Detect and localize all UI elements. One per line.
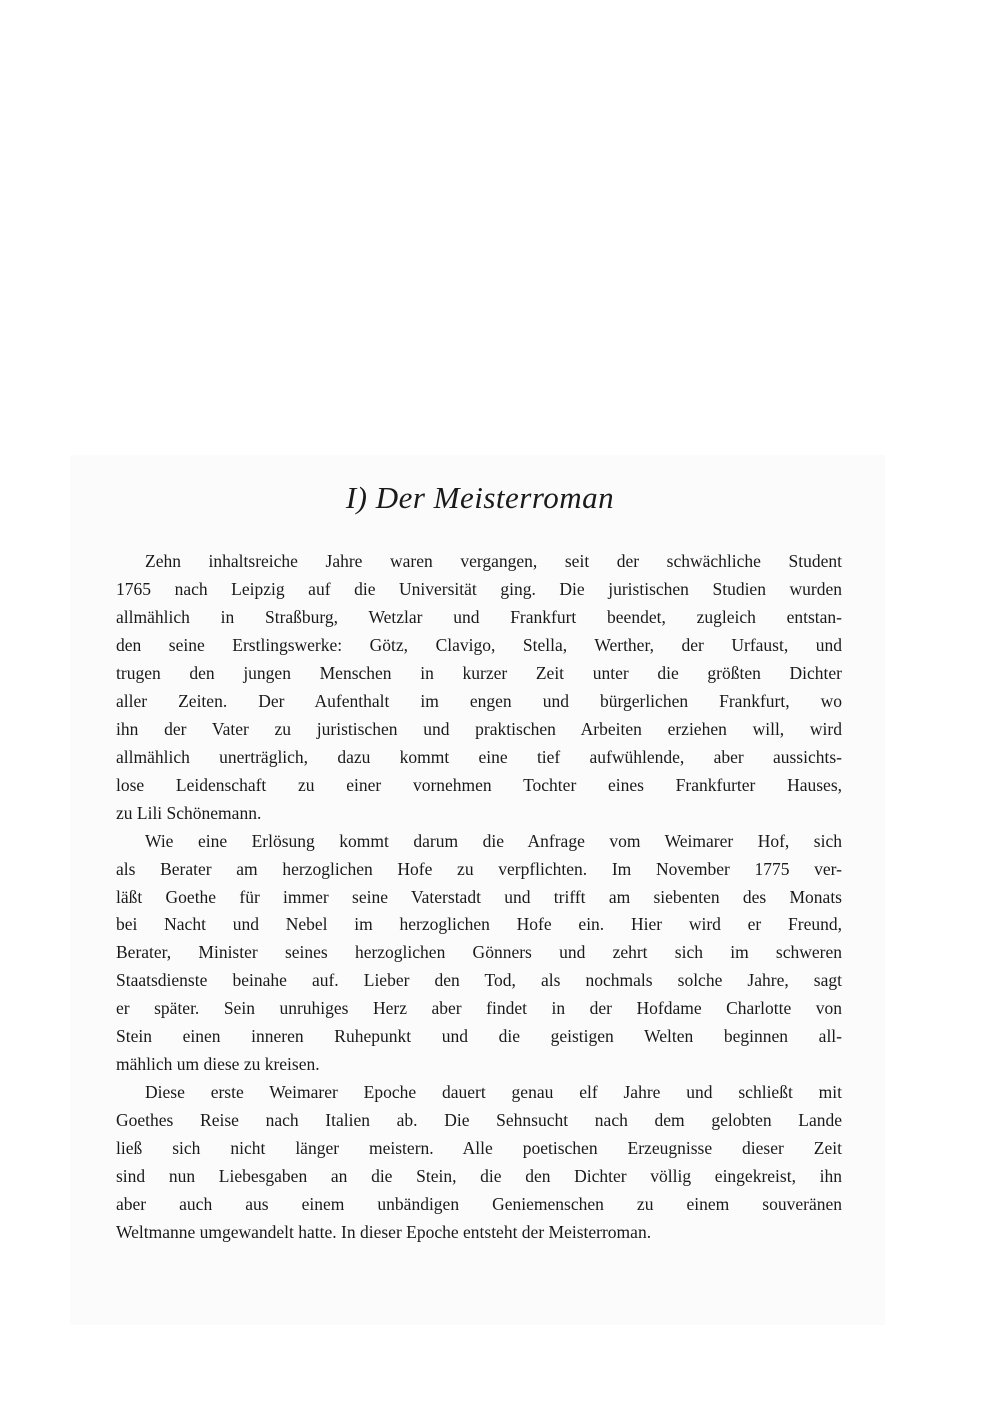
paragraph-2-line: Stein einen inneren Ruhepunkt und die geistigen Welten beginnen all- bbox=[116, 1026, 842, 1047]
paragraph-1-line: allmählich in Straßburg, Wetzlar und Frankfurt beendet, zugleich entstan- bbox=[116, 606, 842, 627]
paragraph-2-line: Berater, Minister seines herzoglichen Gönners und zehrt sich im schweren bbox=[116, 942, 842, 963]
paragraph-3-line: sind nun Liebesgaben an die Stein, die den Dichter völlig eingekreist, ihn bbox=[116, 1166, 842, 1187]
paragraph-1-line: allmählich unerträglich, dazu kommt eine tief aufwühlende, aber aussichts- bbox=[116, 746, 842, 767]
chapter-title: I) Der Meisterroman bbox=[345, 480, 615, 515]
paragraph-1-line: den seine Erstlingswerke: Götz, Clavigo, Stella, Werther, der Urfaust, und bbox=[116, 634, 842, 655]
paragraph-1-line: 1765 nach Leipzig auf die Universität ging. Die juristischen Studien wurden bbox=[116, 578, 842, 599]
paragraph-2-line: Wie eine Erlösung kommt darum die Anfrage vom Weimarer Hof, sich bbox=[145, 830, 842, 851]
paragraph-1-line: lose Leidenschaft zu einer vornehmen Tochter eines Frankfurter Hauses, bbox=[116, 774, 842, 795]
paragraph-3-line: ließ sich nicht länger meistern. Alle poetischen Erzeugnisse dieser Zeit bbox=[116, 1138, 842, 1159]
paragraph-1-line: ihn der Vater zu juristischen und praktischen Arbeiten erziehen will, wird bbox=[116, 718, 842, 739]
paragraph-2-line: bei Nacht und Nebel im herzoglichen Hofe ein. Hier wird er Freund, bbox=[116, 914, 842, 935]
paragraph-1-line: aller Zeiten. Der Aufenthalt im engen und bürgerlichen Frankfurt, wo bbox=[116, 690, 842, 711]
paragraph-1-line: trugen den jungen Menschen in kurzer Zeit unter die größten Dichter bbox=[116, 662, 842, 683]
paragraph-2-line: mählich um diese zu kreisen. bbox=[116, 1054, 320, 1075]
paragraph-2-line: läßt Goethe für immer seine Vaterstadt und trifft am siebenten des Monats bbox=[116, 886, 842, 907]
paragraph-1-line: zu Lili Schönemann. bbox=[116, 802, 262, 823]
paragraph-3-line: Goethes Reise nach Italien ab. Die Sehnsucht nach dem gelobten Lande bbox=[116, 1110, 842, 1131]
paragraph-3-line: Weltmanne umgewandelt hatte. In dieser Epoche entsteht der Meisterroman. bbox=[116, 1222, 652, 1243]
paragraph-3-line: Diese erste Weimarer Epoche dauert genau elf Jahre und schließt mit bbox=[145, 1082, 842, 1103]
paragraph-2-line: er später. Sein unruhiges Herz aber findet in der Hofdame Charlotte von bbox=[116, 998, 842, 1019]
paragraph-2-line: als Berater am herzoglichen Hofe zu verpflichten. Im November 1775 ver- bbox=[116, 858, 842, 879]
paragraph-2-line: Staatsdienste beinahe auf. Lieber den Tod, als nochmals solche Jahre, sagt bbox=[116, 970, 842, 991]
paragraph-1-line: Zehn inhaltsreiche Jahre waren vergangen, seit der schwächliche Student bbox=[145, 551, 842, 571]
paragraph-3-line: aber auch aus einem unbändigen Geniemenschen zu einem souveränen bbox=[116, 1194, 842, 1215]
